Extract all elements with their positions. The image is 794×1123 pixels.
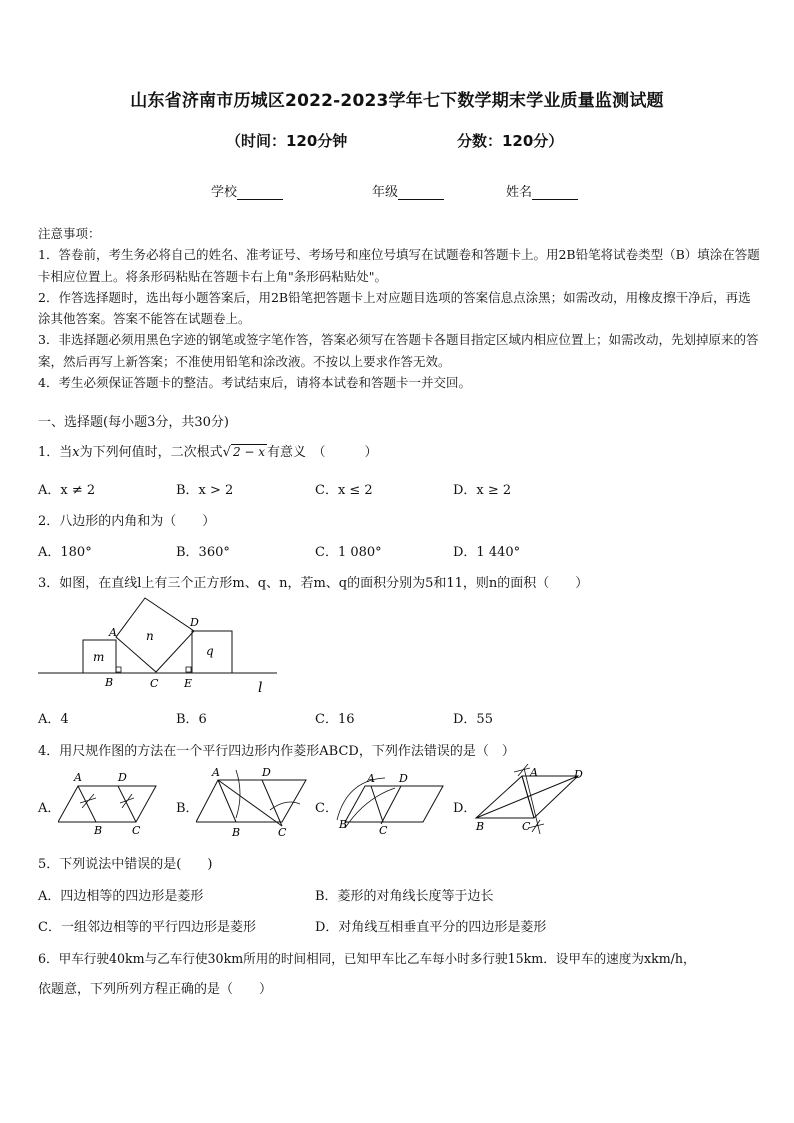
school-field <box>211 181 283 200</box>
q4-option-a-label: A． <box>38 801 61 816</box>
a-label-C: C <box>132 824 141 837</box>
side-dc <box>118 786 136 822</box>
q4-figure-a <box>58 768 168 840</box>
c-side-dc <box>381 786 401 824</box>
d-label-D: D <box>574 768 583 781</box>
q2-option-c: C．1 080° <box>315 545 382 560</box>
a-label-D: D <box>118 771 127 784</box>
q3-option-a: A．4 <box>38 712 69 727</box>
q1-option-c: C．x ≤ 2 <box>315 483 373 498</box>
q3-option-c: C．16 <box>315 712 355 727</box>
q4-figure-b <box>196 764 312 840</box>
parallelogram-a <box>58 786 156 822</box>
right-angle-e <box>186 667 191 672</box>
q1-option-b: B．x > 2 <box>176 483 234 498</box>
grade-field <box>372 181 444 200</box>
arc-mark-a2 <box>120 794 134 808</box>
label-B: B <box>105 676 114 689</box>
a-label-B: B <box>94 824 103 837</box>
section-heading: 一、选择题(每小题3分，共30分) <box>38 415 229 430</box>
right-angle-b <box>116 667 121 672</box>
label-m: m <box>93 650 105 664</box>
note-item-3: 3．非选择题必须用黑色字迹的钢笔或签字笔作答，答案必须写在答题卡各题目指定区域内相应位置上；如需改动，先划掉原来的答案，然后再写上新答案；不准使用铅笔和涂改液。不按以上要求作答无效。 <box>38 332 759 369</box>
exam-time: （时间：120分钟 <box>226 132 348 150</box>
b-label-D: D <box>262 766 271 779</box>
label-l: l <box>258 680 263 695</box>
c-side-ab <box>371 786 383 822</box>
b-label-A: A <box>212 766 220 779</box>
question-2: 2．八边形的内角和为（ ） <box>38 514 216 529</box>
b-label-C: C <box>278 826 287 839</box>
d-label-A: A <box>530 766 538 779</box>
d-arc-mark-1 <box>514 764 530 776</box>
a-label-A: A <box>74 771 82 784</box>
q1-option-d: D．x ≥ 2 <box>453 483 512 498</box>
question-6-line-1: 6．甲车行驶40km与乙车行使30km所用的时间相同，已知甲车比乙车每小时多行驶15km．设甲车的速度为xkm/h， <box>38 951 696 966</box>
q2-option-d: D．1 440° <box>453 545 521 560</box>
q4-figure-c <box>335 768 447 840</box>
q4-option-c-label: C． <box>315 801 338 816</box>
school-label: 学校 <box>211 185 238 200</box>
notes-block <box>38 223 760 393</box>
q1-pre: 1．当 <box>38 445 73 460</box>
c-label-D: D <box>399 772 408 785</box>
side-ab <box>78 786 96 822</box>
q5-option-c: C．一组邻边相等的平行四边形是菱形 <box>38 920 256 935</box>
q2-option-a: A．180° <box>38 545 92 560</box>
c-label-C: C <box>379 824 388 837</box>
b-label-B: B <box>232 826 241 839</box>
q1-radicand: 2 − x <box>232 445 266 459</box>
q4-option-b-label: B． <box>176 801 199 816</box>
c-label-A: A <box>367 772 375 785</box>
q1-var: x <box>72 445 80 460</box>
grade-blank <box>398 186 444 200</box>
school-blank <box>237 186 283 200</box>
d-diagonal-1 <box>476 776 578 818</box>
c-arc-1 <box>337 778 385 820</box>
question-6-line-2: 依题意，下列所列方程正确的是（ ） <box>38 982 273 997</box>
d-label-B: B <box>476 820 485 833</box>
sqrt-expression: √ 2 − x <box>222 445 266 460</box>
grade-label: 年级 <box>372 185 399 200</box>
d-label-C: C <box>522 820 531 833</box>
exam-score: 分数：120分） <box>457 132 564 150</box>
q4-figure-d <box>474 764 590 840</box>
parallelogram-b <box>196 780 306 822</box>
q1-option-a: A．x ≠ 2 <box>38 483 96 498</box>
label-n: n <box>146 629 154 643</box>
q5-option-a: A．四边相等的四边形是菱形 <box>38 889 204 904</box>
parallelogram-c <box>345 786 443 822</box>
q2-option-b: B．360° <box>176 545 230 560</box>
question-4: 4．用尺规作图的方法在一个平行四边形内作菱形ABCD，下列作法错误的是（ ） <box>38 744 515 759</box>
question-5: 5．下列说法中错误的是( ) <box>38 857 213 872</box>
square-n <box>116 598 194 672</box>
label-E: E <box>184 677 193 690</box>
q3-option-d: D．55 <box>453 712 493 727</box>
q1-mid: 为下列何值时，二次根式 <box>79 445 223 460</box>
notes-heading: 注意事项： <box>38 226 101 241</box>
label-D: D <box>190 616 199 629</box>
q5-option-d: D．对角线互相垂直平分的四边形是菱形 <box>315 920 547 935</box>
name-label: 姓名 <box>506 185 533 200</box>
label-C: C <box>150 677 159 690</box>
question-1 <box>38 441 378 460</box>
page-title: 山东省济南市历城区2022-2023学年七下数学期末学业质量监测试题 <box>130 91 664 111</box>
note-item-2: 2．作答选择题时，选出每小题答案后，用2B铅笔把答题卡上对应题目选项的答案信息点涂黑；如需改动，用橡皮擦干净后，再选涂其他答案。答案不能答在试题卷上。 <box>38 289 751 327</box>
name-field <box>506 181 578 200</box>
name-blank <box>532 186 578 200</box>
d-diagonal-2 <box>522 776 534 818</box>
label-q: q <box>206 644 214 658</box>
q4-option-d-label: D． <box>453 801 477 816</box>
c-label-B: B <box>339 818 348 831</box>
note-item-4: 4．考生必须保证答题卡的整洁。考试结束后，请将本试卷和答题卡一并交回。 <box>38 375 471 391</box>
label-A: A <box>109 626 117 639</box>
q5-option-b: B．菱形的对角线长度等于边长 <box>315 889 494 904</box>
q3-option-b: B．6 <box>176 712 207 727</box>
q1-post: 有意义 （ ） <box>267 445 378 460</box>
question-3: 3．如图，在直线l上有三个正方形m、q、n，若m、q的面积分别为5和11，则n的面积（ ） <box>38 576 589 591</box>
q3-squares-figure <box>35 595 285 695</box>
note-item-1: 1．答卷前，考生务必将自己的姓名、准考证号、考场号和座位号填写在试题卷和答题卡上。用2B铅笔将试卷类型（B）填涂在答题卡相应位置上。将条形码粘贴在答题卡右上角"条形码粘贴处"。 <box>38 247 760 284</box>
